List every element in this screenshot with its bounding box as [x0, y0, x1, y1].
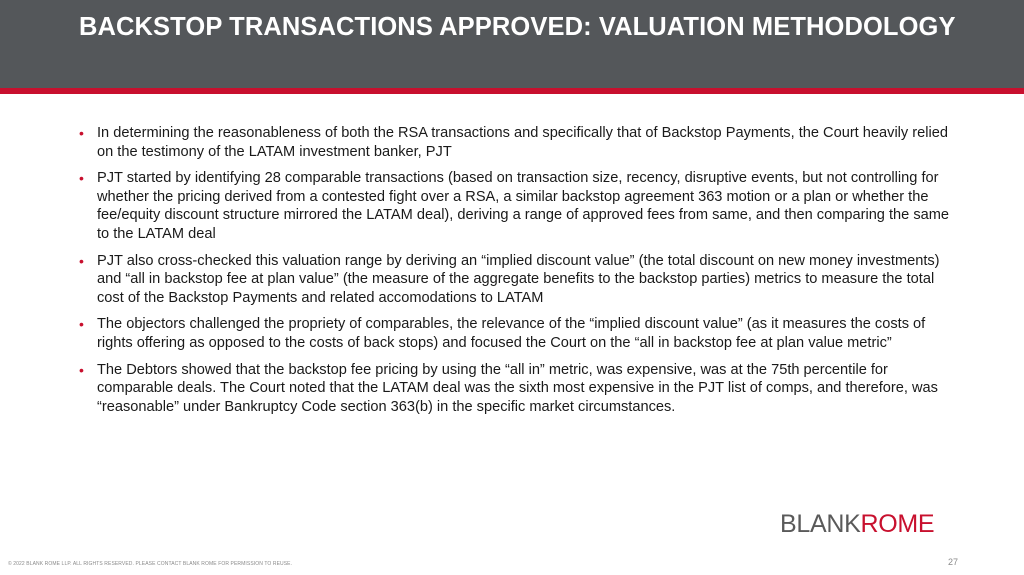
- brand-logo: [780, 509, 934, 539]
- bullet-item: [79, 315, 949, 352]
- bullet-item: [79, 252, 949, 308]
- bullet-item: [79, 124, 949, 161]
- bullet-list: [79, 124, 949, 424]
- bullet-text: In determining the reasonableness of both the RSA transactions and specifically that of Backstop Payments, the Court heavily relied on the testimony of the LATAM investment banker, PJT: [97, 125, 948, 160]
- bullet-text: PJT also cross-checked this valuation range by deriving an “implied discount value” (the total discount on new money investments) and “all in backstop fee at plan value” (the measure of the aggregate benefits to the backstop parties) metrics to measure the total cost of the Backstop Payments and related accomodations to LATAM: [97, 252, 940, 306]
- bullet-icon: •: [79, 170, 84, 187]
- bullet-text: The Debtors showed that the backstop fee pricing by using the “all in” metric, was expensive, was at the 75th percentile for comparable deals. The Court noted that the LATAM deal was the sixth most expensive in the PJT list of comps, and therefore, was “reasonable” under Bankruptcy Code section 363(b) in the specific market circumstances.: [97, 361, 938, 415]
- bullet-text: PJT started by identifying 28 comparable transactions (based on transaction size, recency, disruptive events, but not controlling for whether the pricing derived from a contested fight over a RSA, a similar backstop agreement 363 motion or a plan or whether the fee/equity discount structure mirrored the LATAM deal), deriving a range of approved fees from same, and then comparing the same to the LATAM deal: [97, 170, 950, 242]
- bullet-icon: •: [79, 316, 84, 333]
- bullet-icon: •: [79, 361, 84, 378]
- accent-rule: [0, 88, 1024, 94]
- copyright-notice: © 2022 BLANK ROME LLP. ALL RIGHTS RESERVED. PLEASE CONTACT BLANK ROME FOR PERMISSION TO REUSE.: [8, 561, 293, 567]
- page-number: 27: [948, 557, 959, 567]
- logo-part-rome: ROME: [860, 510, 935, 538]
- title-bar: [0, 0, 1024, 88]
- bullet-icon: •: [79, 125, 84, 141]
- bullet-item: [79, 361, 949, 417]
- bullet-text: The objectors challenged the propriety of comparables, the relevance of the “implied discount value” (as it measures the costs of rights offering as opposed to the costs of back stops) and focused the Court on the “all in backstop fee at plan value metric”: [97, 316, 926, 351]
- bullet-icon: •: [79, 252, 84, 269]
- logo-part-blank: BLANK: [780, 510, 861, 538]
- page-title: BACKSTOP TRANSACTIONS APPROVED: VALUATION METHODOLOGY: [79, 13, 956, 41]
- bullet-item: [79, 169, 949, 243]
